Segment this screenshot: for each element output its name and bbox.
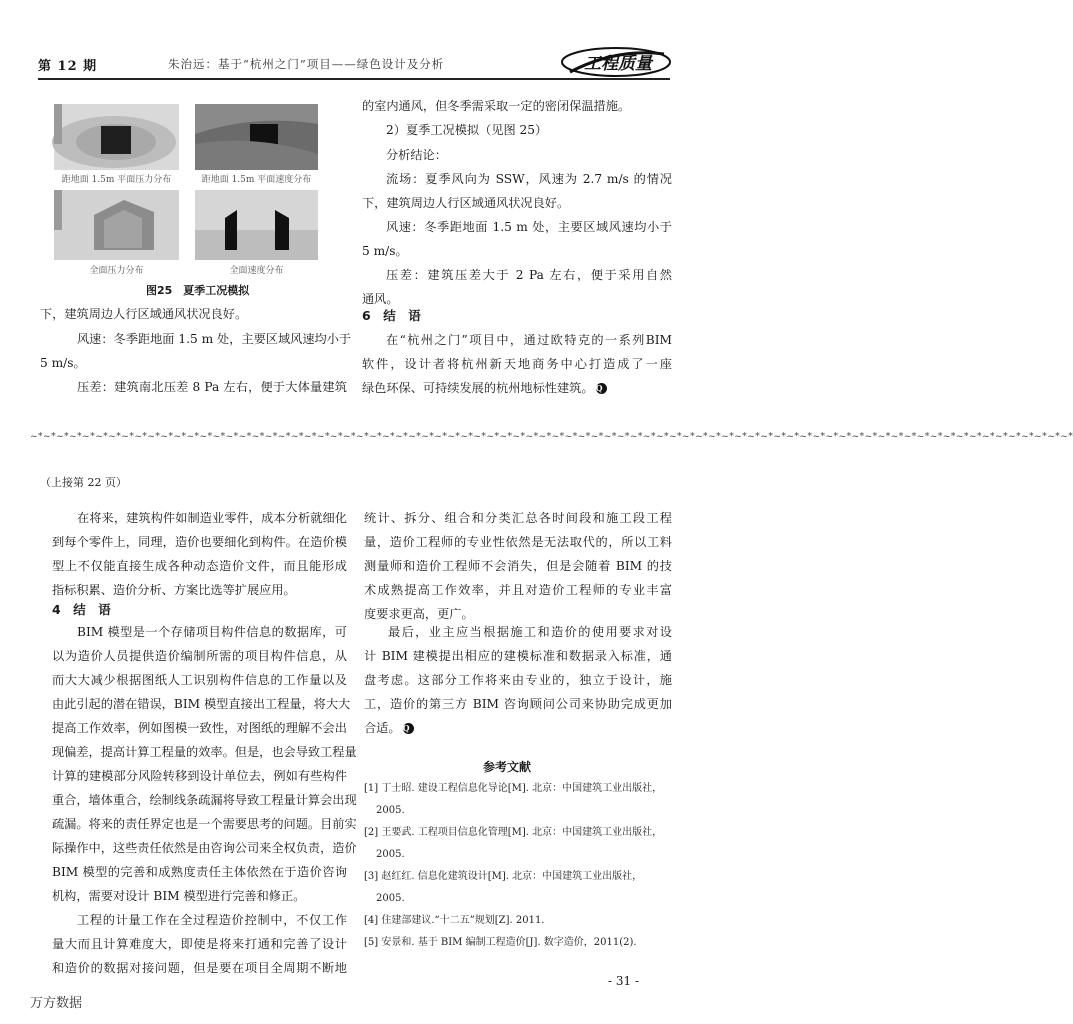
paragraph-line: 5 m/s。 xyxy=(362,244,408,258)
issue-number: 第 12 期 xyxy=(38,59,98,74)
figure-panel-caption: 全面速度分布 xyxy=(229,266,284,276)
paragraph-line xyxy=(364,716,672,740)
figure-velocity-full xyxy=(195,190,318,260)
subsection-title: 2）夏季工况模拟（见图 25） xyxy=(386,123,548,137)
paragraph-line: 和造价的数据对接问题，但是要在项目全周期不断地 xyxy=(52,961,347,975)
svg-text:工程质量: 工程质量 xyxy=(584,54,652,74)
paragraph-line: 风速：冬季距地面 1.5 m 处，主要区域风速均小于 xyxy=(77,332,352,346)
paragraph-line: 流场：夏季风向为 SSW，风速为 2.7 m/s 的情况 xyxy=(386,172,672,186)
figure-velocity-plane xyxy=(195,104,318,170)
paragraph-line: 测量师和造价工程师不会消失，但是会随着 BIM 的技 xyxy=(364,559,672,573)
continued-note: （上接第 22 页） xyxy=(40,476,127,489)
section-heading: 6 结 语 xyxy=(362,308,421,323)
paragraph-line: 际操作中，这些责任依然是由咨询公司来全权负责，造价 xyxy=(52,841,357,855)
paragraph-line: 盘考虑。这部分工作将来由专业的，独立于设计，施 xyxy=(364,673,672,687)
paragraph-line: 疏漏。将来的责任界定也是一个需要思考的问题。目前实 xyxy=(52,817,357,831)
paragraph-line xyxy=(362,376,672,400)
reference-item: 2005. xyxy=(376,849,405,860)
paragraph-line: 到每个零件上，同理，造价也要细化到构件。在造价模 xyxy=(52,535,347,549)
figure-panel-caption: 距地面 1.5m 平面速度分布 xyxy=(201,175,312,185)
paragraph-line: 现偏差，提高计算工程量的效率。但是，也会导致工程量 xyxy=(52,745,357,759)
footer-source: 万方数据 xyxy=(30,996,83,1011)
figure-pressure-plane xyxy=(54,104,179,170)
paragraph-line: 指标积累、造价分析、方案比选等扩展应用。 xyxy=(52,583,296,597)
reference-item: [1] 丁士昭. 建设工程信息化导论[M]. 北京：中国建筑工业出版社， xyxy=(364,783,663,794)
paragraph-line: BIM 模型的完善和成熟度责任主体依然在于造价咨询 xyxy=(52,865,347,879)
paragraph-line: 重合，墙体重合，绘制线条疏漏将导致工程量计算会出现 xyxy=(52,793,357,807)
figure-panel-caption: 全面压力分布 xyxy=(89,266,144,276)
paragraph-line: 风速：冬季距地面 1.5 m 处，主要区域风速均小于 xyxy=(386,220,672,234)
end-mark-icon: Q xyxy=(596,383,607,394)
paragraph-line: BIM 模型是一个存储项目构件信息的数据库，可 xyxy=(77,625,347,639)
paragraph-line: 通风。 xyxy=(362,292,399,306)
figure-caption: 图25 夏季工况模拟 xyxy=(146,284,250,297)
page-number: - 31 - xyxy=(607,974,639,988)
paragraph-line: 由此引起的潜在错误，BIM 模型直接出工程量，将大大 xyxy=(52,697,351,711)
paragraph-line: 下，建筑周边人行区域通风状况良好。 xyxy=(40,307,248,321)
paragraph-text: 绿色环保、可持续发展的杭州地标性建筑。 xyxy=(362,381,594,395)
reference-item: [5] 安景和. 基于 BIM 编制工程造价[J]. 数字造价，2011(2). xyxy=(364,937,637,948)
paragraph-line: 计 BIM 建模提出相应的建模标准和数据录入标准，通 xyxy=(364,649,672,663)
paragraph-line: 量大而且计算难度大，即使是将来打通和完善了设计 xyxy=(52,937,347,951)
reference-item: [2] 王要武. 工程项目信息化管理[M]. 北京：中国建筑工业出版社， xyxy=(364,827,663,838)
paragraph-line: 在“杭州之门”项目中，通过欧特克的一系列BIM xyxy=(386,333,672,347)
paragraph-line: 而大大减少根据图纸人工识别构件信息的工作量以及 xyxy=(52,673,347,687)
paragraph-text: 合适。 xyxy=(364,721,401,735)
paragraph-line: 统计、拆分、组合和分类汇总各时间段和施工段工程 xyxy=(364,511,672,525)
paragraph-line: 压差：建筑南北压差 8 Pa 左右，便于大体量建筑 xyxy=(77,380,347,394)
paragraph-line: 工，造价的第三方 BIM 咨询顾问公司来协助完成更加 xyxy=(364,697,672,711)
paragraph-line: 提高工作效率，例如图模一致性，对图纸的理解不会出 xyxy=(52,721,347,735)
references-title: 参考文献 xyxy=(483,760,532,774)
paragraph-line: 的室内通风，但冬季需采取一定的密闭保温措施。 xyxy=(362,99,631,113)
end-mark-icon: Q xyxy=(403,723,414,734)
paragraph-line: 量，造价工程师的专业性依然是无法取代的，所以工料 xyxy=(364,535,672,549)
figure-pressure-full xyxy=(54,190,179,260)
paragraph-line: 度要求更高，更广。 xyxy=(364,607,474,621)
paragraph-line: 型上不仅能直接生成各种动态造价文件，而且能形成 xyxy=(52,559,347,573)
paragraph-line: 计算的建模部分风险转移到设计单位去，例如有些构件 xyxy=(52,769,347,783)
paragraph-line: 工程的计量工作在全过程造价控制中，不仅工作 xyxy=(77,913,347,927)
paragraph-line: 以为造价人员提供造价编制所需的项目构件信息，从 xyxy=(52,649,347,663)
reference-item: [3] 赵红红. 信息化建筑设计[M]. 北京：中国建筑工业出版社， xyxy=(364,871,643,882)
section-divider: ~*~*~*~*~*~*~*~*~*~*~*~*~*~*~*~*~*~*~*~*~*~*~*~*~*~*~*~*~*~*~*~*~*~*~*~*~*~*~*~*~*~*~*~*~*~*~*~*~*~*~*~*~*~*~*~*~*~*~*~*~*~*~*~*~*~*~*~*~*~*~*~*~*~*~*~*~*~*~*~* xyxy=(30,432,1073,442)
paragraph-line: 在将来，建筑构件如制造业零件，成本分析就细化 xyxy=(77,511,347,525)
paragraph-line: 下，建筑周边人行区域通风状况良好。 xyxy=(362,196,570,210)
reference-item: 2005. xyxy=(376,805,405,816)
paragraph-line: 5 m/s。 xyxy=(40,356,86,370)
reference-item: 2005. xyxy=(376,893,405,904)
paragraph-line: 分析结论： xyxy=(386,148,447,162)
figure-panel-caption: 距地面 1.5m 平面压力分布 xyxy=(61,175,172,185)
paragraph-line: 机构，需要对设计 BIM 模型进行完善和修正。 xyxy=(52,889,306,903)
paragraph-line: 最后，业主应当根据施工和造价的使用要求对设 xyxy=(388,625,672,639)
running-title: 朱治远：基于“杭州之门”项目——绿色设计及分析 xyxy=(168,57,445,71)
section-heading: 4 结 语 xyxy=(52,602,111,617)
paragraph-line: 术成熟提高工作效率，并且对造价工程师的专业丰富 xyxy=(364,583,672,597)
paragraph-line: 压差：建筑压差大于 2 Pa 左右，便于采用自然 xyxy=(386,268,672,282)
header-rule xyxy=(38,78,670,80)
journal-logo xyxy=(560,44,672,78)
reference-item: [4] 住建部建议.“十二五”规划[Z]. 2011. xyxy=(364,915,545,926)
paragraph-line: 软件，设计者将杭州新天地商务中心打造成了一座 xyxy=(362,357,672,371)
